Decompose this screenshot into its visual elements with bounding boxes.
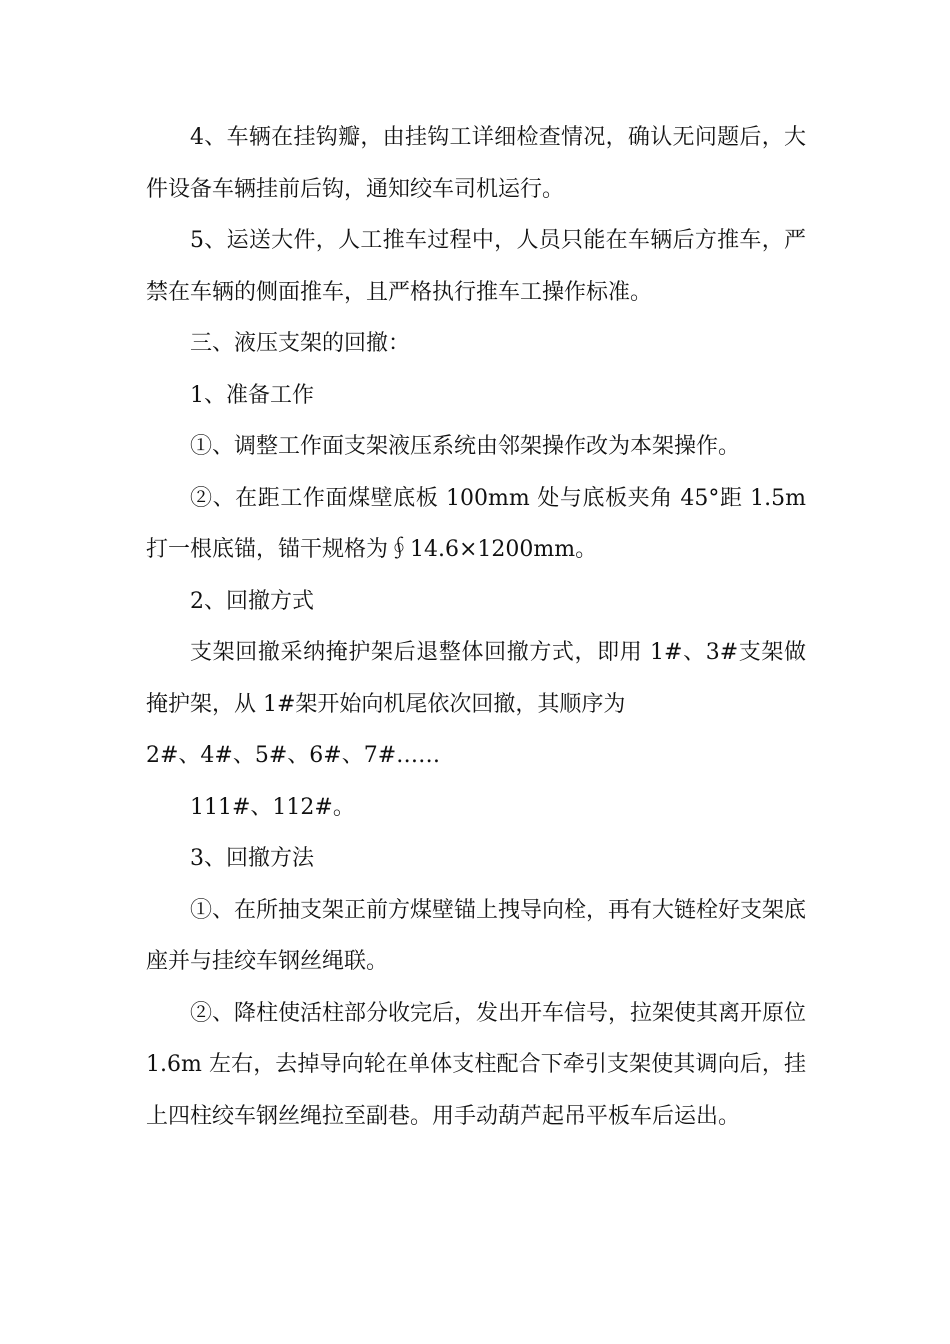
paragraph-hydraulic-adjustment: ①、调整工作面支架液压系统由邻架操作改为本架操作。	[190, 434, 741, 459]
subheading-preparation: 1、准备工作	[190, 382, 314, 408]
paragraph-withdrawal-mode: 支架回撤采纳掩护架后退整体回撤方式，即用 1#、3#支架做掩护架，从 1#架开始向机尾依次回撤，其顺序为	[146, 640, 806, 717]
subheading-withdrawal-mode: 2、回撤方式	[190, 588, 314, 614]
paragraph-manual-pushing: 5、运送大件，人工推车过程中，人员只能在车辆后方推车，严禁在车辆的侧面推车，且严格执行推车工操作标准。	[146, 228, 806, 305]
section-heading-support-withdrawal: 三、液压支架的回撤：	[190, 331, 411, 356]
subheading-withdrawal-method: 3、回撤方法	[190, 846, 314, 871]
paragraph-vehicle-hooking: 4、车辆在挂钩瓣，由挂钩工详细检查情况，确认无问题后，大件设备车辆挂前后钩，通知绞车司机运行。	[146, 125, 806, 202]
paragraph-bottom-anchor: ②、在距工作面煤壁底板 100mm 处与底板夹角 45°距 1.5m 打一根底锚，锚干规格为∮14.6×1200mm。	[146, 485, 806, 562]
document-body	[146, 112, 806, 1142]
paragraph-sequence-end: 111#、112#。	[190, 794, 355, 820]
paragraph-lowering-and-transport: ②、降柱使活柱部分收完后，发出开车信号，拉架使其离开原位 1.6m 左右，去掉导向轮在单体支柱配合下牵引支架使其调向后，挂上四柱绞车钢丝绳拉至副巷。用手动葫芦起吊平板车后运出。	[146, 1000, 807, 1129]
paragraph-guide-bolt: ①、在所抽支架正前方煤壁锚上拽导向栓，再有大链栓好支架底座并与挂绞车钢丝绳联。	[146, 897, 807, 974]
paragraph-sequence-start: 2#、4#、5#、6#、7#……	[146, 743, 441, 768]
